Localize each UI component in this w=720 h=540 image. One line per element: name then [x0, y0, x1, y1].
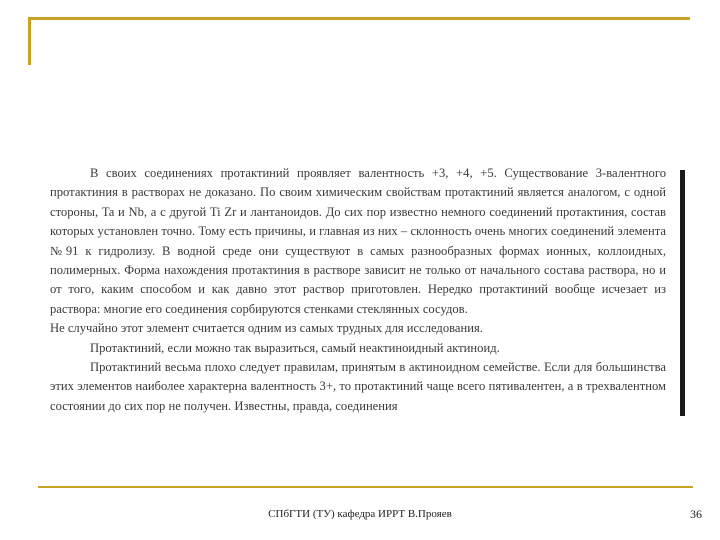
- paragraph-difficulty: Не случайно этот элемент считается одним из самых трудных для исследования.: [50, 321, 483, 336]
- scanned-text-block: [50, 164, 666, 416]
- slide-frame-top-line: [28, 17, 690, 20]
- slide-footer-line: [38, 486, 693, 488]
- footer-caption: СПбГТИ (ТУ) кафедра ИРРТ В.Прояев: [268, 508, 452, 520]
- scan-edge-bar: [680, 170, 685, 416]
- paragraph-rules: Протактиний весьма плохо следует правилам, принятым в актиноидном семействе. Если для большинства этих элементов наиболее характерна валентность 3+, то протактиний чаще всего пятивалентен, а в трехвалентном состоянии до сих пор не получен. Известны, правда, соединения: [50, 360, 666, 413]
- page-number: 36: [690, 507, 702, 521]
- paragraph-non-actinoid: Протактиний, если можно так выразиться, самый неактиноидный актиноид.: [90, 340, 500, 355]
- paragraph-valence: В своих соединениях протактиний проявляет валентность +3, +4, +5. Существование 3-валентного протактиния в растворах не доказано. По своим химическим свойствам протактиний является аналогом, с одной стороны, Ta и Nb, а с другой Ti Zr и лантаноидов. До сих пор известно немного соединений протактиния, состав которых установлен точно. Тому есть причины, и главная из них – склонность очень многих соединений элемента №91 к гидролизу. В водной среде они существуют в самых разнообразных формах ионных, коллоидных, полимерных. Форма нахождения протактиния в растворе зависит не только от начального состава раствора, но и от того, каким способом и как давно этот раствор приготовлен. Нередко протактиний вообще исчезает из раствора: многие его соединения сорбируются стенками стеклянных сосудов.: [50, 166, 666, 316]
- slide-frame-left-line: [28, 17, 31, 65]
